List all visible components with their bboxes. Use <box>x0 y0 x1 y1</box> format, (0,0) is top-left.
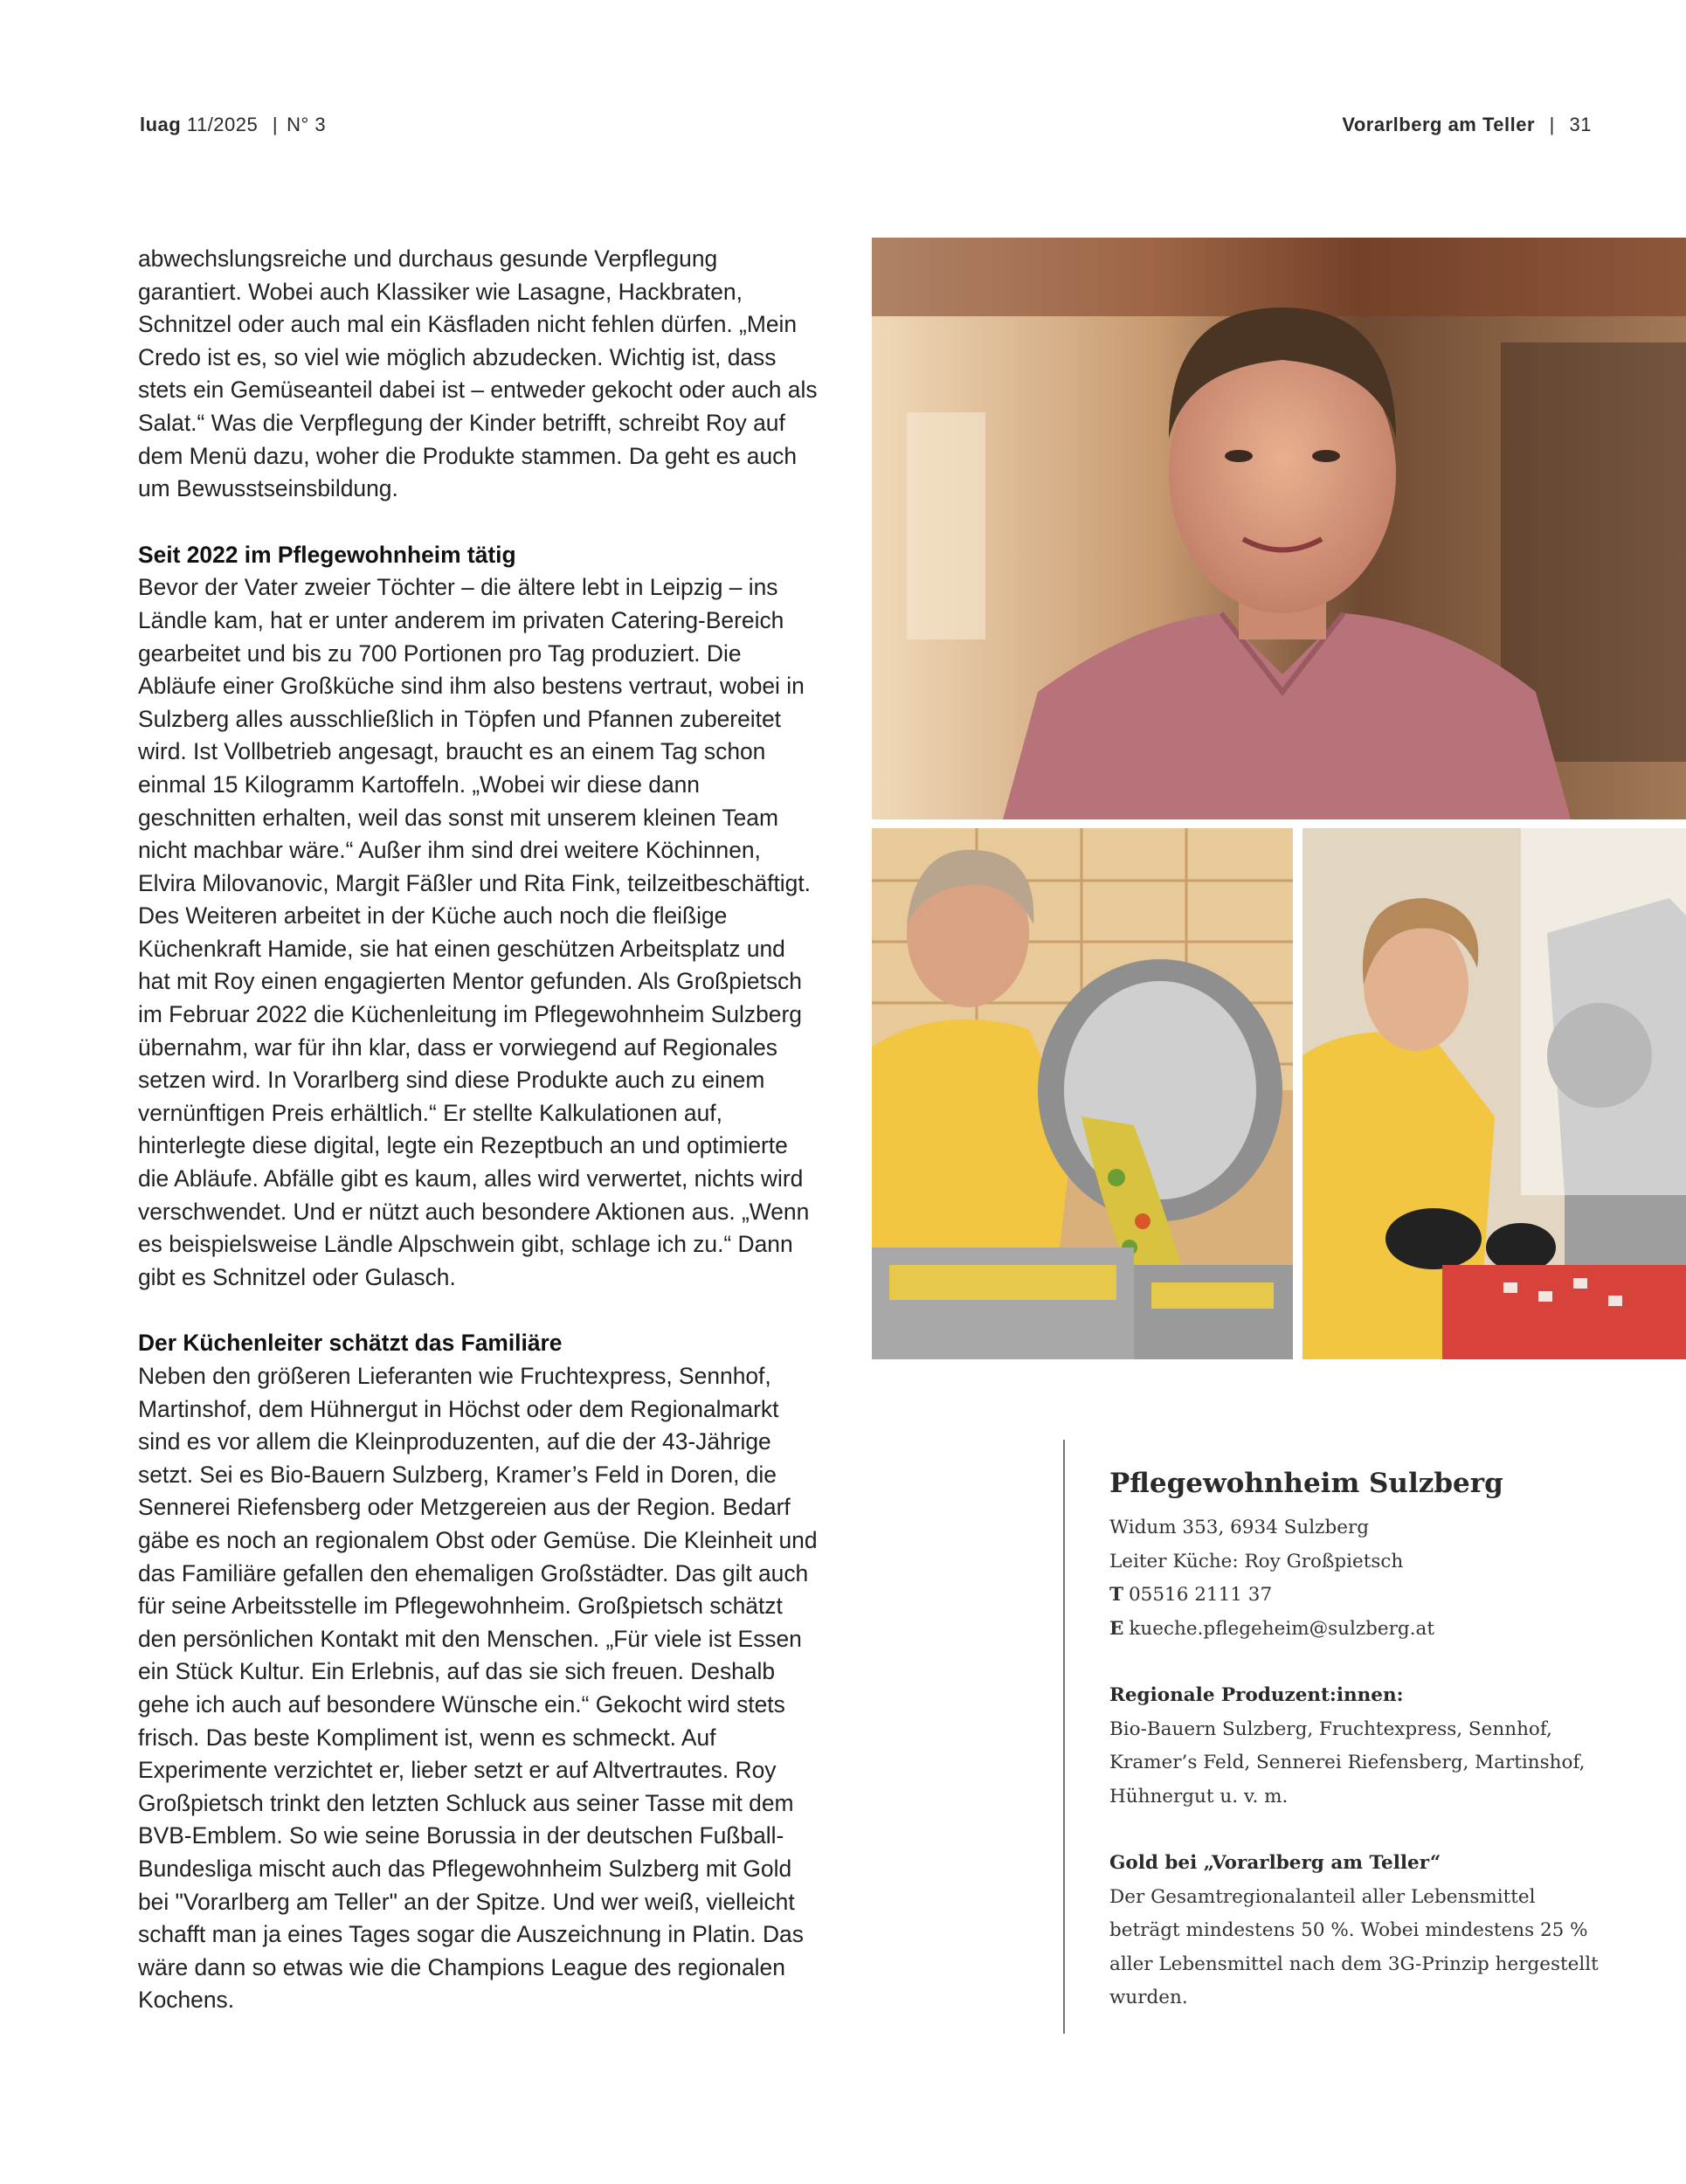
article-paragraph: Bevor der Vater zweier Töchter – die ältere lebt in Leipzig – ins Ländle kam, hat er unter anderem im privaten Catering-Bereich gearbeitet und bis zu 700 Portionen pro Tag produziert. Die Abläufe einer Großküche sind ihm also bestens vertraut, wobei in Sulzberg alles ausschließlich in Töpfen und Pfannen zubereitet wird. Ist Vollbetrieb angesagt, braucht es an einem Tag schon einmal 15 Kilogramm Kartoffeln. „Wobei wir diese dann geschnitten erhalten, weil das sonst mit unserem kleinen Team nicht machbar wäre.“ Außer ihm sind drei weitere Köchinnen, Elvira Milovanovic, Margit Fäßler und Rita Fink, teilzeitbeschäftigt. Des Weiteren arbeitet in der Küche auch noch die fleißige Küchenkraft Hamide, sie hat einen geschützen Arbeitsplatz und hat mit Roy einen engagierten Mentor gefunden. Als Großpietsch im Februar 2022 die Küchenleitung im Pflegewohnheim Sulzberg übernahm, war für ihn klar, dass er vorwiegend auf Regionales setzen wird. In Vorarlberg sind diese Produkte auch zu einem vernünftigen Preis erhältlich.“ Er stellte Kalkulationen auf, hinterlegte diese digital, legte ein Rezeptbuch an und optimierte die Abläufe. Abfälle gibt es kaum, alles wird verwertet, nichts wird verschwendet. Und er nützt auch besondere Aktionen aus. „Wenn es beispielsweise Ländle Alpschwein gibt, schlage ich zu.“ Dann gibt es Schnitzel oder Gulasch. <box>138 574 812 1290</box>
section-heading: Seit 2022 im Pflegewohnheim tätig <box>138 541 516 568</box>
infobox-title: Pflegewohnheim Sulzberg <box>1109 1468 1503 1499</box>
page-header-left <box>140 114 326 136</box>
infobox-phone: 05516 2111 37 <box>1129 1584 1273 1606</box>
infobox-phone-line <box>1109 1579 1599 1613</box>
issue-date: 11/2025 <box>186 114 259 135</box>
infobox-divider <box>1063 1440 1065 2034</box>
article-body <box>138 243 819 2017</box>
email-label: E <box>1109 1617 1124 1640</box>
phone-label: T <box>1109 1584 1123 1606</box>
gold-text: Der Gesamtregionalanteil aller Lebensmittel beträgt mindestens 50 %. Wobei mindestens 25 % aller Lebensmittel nach dem 3G-Prinzip hergestellt wurden. <box>1109 1885 1599 2008</box>
infobox-email: kueche.pflegeheim@sulzberg.at <box>1129 1617 1434 1640</box>
section-title: Vorarlberg am Teller <box>1342 114 1536 135</box>
producers-list: Bio-Bauern Sulzberg, Fruchtexpress, Sennhof, Kramer’s Feld, Sennerei Riefensberg, Martinshof, Hühnergut u. v. m. <box>1109 1717 1586 1807</box>
cook-pouring-vegetables-photo <box>872 828 1293 1359</box>
magazine-name: luag <box>140 114 182 135</box>
gold-heading: Gold bei „Vorarlberg am Teller“ <box>1109 1852 1441 1874</box>
section-heading: Der Küchenleiter schätzt das Familiäre <box>138 1330 563 1357</box>
article-paragraph: abwechslungsreiche und durchaus gesunde Verpflegung garantiert. Wobei auch Klassiker wie Lasagne, Hackbraten, Schnitzel oder auch mal ein Käsfladen nicht fehlen dürfen. „Mein Credo ist es, so viel wie möglich abzudecken. Wichtig ist, dass stets ein Gemüseanteil dabei ist – entweder gekocht oder auch als Salat.“ Was die Verpflegung der Kinder betrifft, schreibt Roy auf dem Menü dazu, woher die Produkte stammen. Da geht es auch um Bewusstseinsbildung. <box>138 245 818 502</box>
infobox <box>1109 1468 1599 2015</box>
page-number: 31 <box>1569 114 1592 135</box>
header-separator: | <box>1549 114 1555 135</box>
producers-heading: Regionale Produzent:innen: <box>1109 1684 1404 1706</box>
infobox-email-line <box>1109 1613 1599 1647</box>
cook-cutting-photo <box>1303 828 1686 1359</box>
infobox-leader: Leiter Küche: Roy Großpietsch <box>1109 1550 1404 1572</box>
article-paragraph: Neben den größeren Lieferanten wie Fruchtexpress, Sennhof, Martinshof, dem Hühnergut in Höchst oder dem Regionalmarkt sind es vor allem die Kleinproduzenten, auf die der 43-Jährige setzt. Sei es Bio-Bauern Sulzberg, Kramer’s Feld in Doren, die Sennerei Riefensberg oder Metzgereien aus der Region. Bedarf gäbe es noch an regionalem Obst oder Gemüse. Die Kleinheit und das Familiäre gefallen den ehemaligen Großstädter. Das gilt auch für seine Arbeitsstelle im Pflegewohnheim. Großpietsch schätzt den persönlichen Kontakt mit den Menschen. „Für viele ist Essen ein Stück Kultur. Ein Erlebnis, auf das sie sich freuen. Deshalb gehe ich auch auf besondere Wünsche ein.“ Gekocht wird stets frisch. Das beste Kompliment ist, wenn es schmeckt. Auf Experimente verzichtet er, lieber setzt er auf Altvertrautes. Roy Großpietsch trinkt den letzten Schluck aus seiner Tasse mit dem BVB-Emblem. So wie seine Borussia in der deutschen Fußball-Bundesliga mischt auch das Pflegewohnheim Sulzberg mit Gold bei "Vorarlberg am Teller" an der Spitze. Und wer weiß, vielleicht schafft man ja eines Tages sogar die Auszeichnung in Platin. Das wäre dann so etwas wie die Champions League des regionalen Kochens. <box>138 1363 818 2014</box>
chef-portrait-photo <box>872 238 1686 819</box>
header-separator: | <box>272 114 279 135</box>
infobox-address: Widum 353, 6934 Sulzberg <box>1109 1517 1369 1538</box>
issue-number: N° 3 <box>287 114 327 135</box>
page-header-right <box>1342 114 1592 136</box>
